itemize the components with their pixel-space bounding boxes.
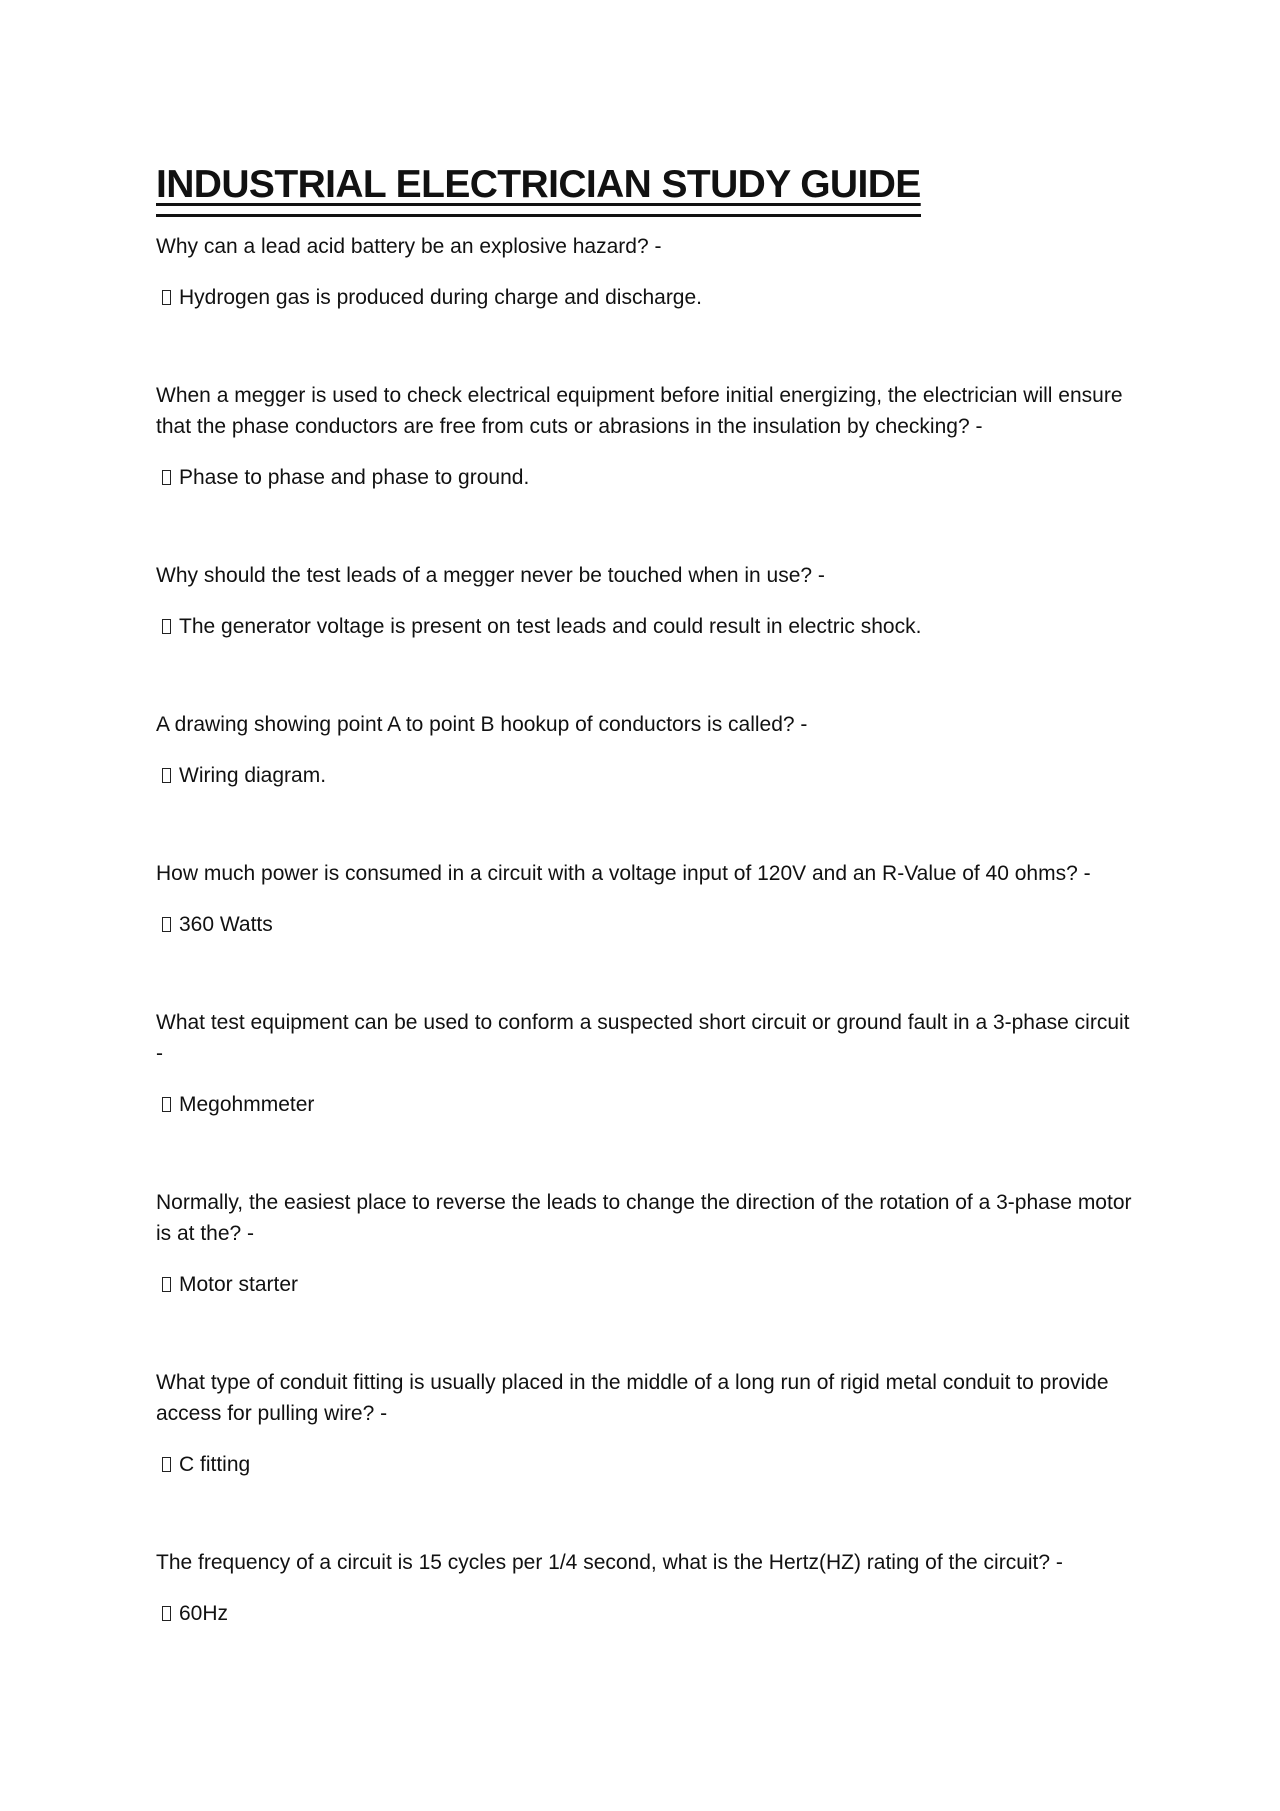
- checkbox-icon: [162, 1277, 171, 1292]
- answer-label: 60Hz: [179, 1602, 229, 1625]
- question-text: Why can a lead acid battery be an explosive hazard? -: [156, 235, 662, 258]
- checkbox-icon: [162, 290, 171, 305]
- answer-label: The generator voltage is present on test leads and could result in electric shock.: [179, 615, 922, 638]
- qa-item: [156, 231, 1136, 313]
- answer-text: [162, 1269, 1136, 1300]
- checkbox-icon: [162, 1097, 171, 1112]
- question-text: A drawing showing point A to point B hookup of conductors is called? -: [156, 713, 808, 736]
- qa-item: [156, 1187, 1136, 1300]
- answer-text: [162, 760, 1136, 791]
- qa-item: [156, 858, 1136, 940]
- document-title: INDUSTRIAL ELECTRICIAN STUDY GUIDE: [156, 158, 921, 217]
- answer-text: [162, 1089, 1136, 1120]
- checkbox-icon: [162, 768, 171, 783]
- qa-item: [156, 1547, 1136, 1629]
- answer-label: Wiring diagram.: [179, 764, 327, 787]
- answer-text: [162, 1598, 1136, 1629]
- checkbox-icon: [162, 1606, 171, 1621]
- question-text: How much power is consumed in a circuit with a voltage input of 120V and an R-Value of 40 ohms? -: [156, 862, 1091, 885]
- question-text: When a megger is used to check electrical equipment before initial energizing, the electrician will ensure that the phase conductors are free from cuts or abrasions in the insulation by checking? -: [156, 384, 1123, 438]
- question-text: The frequency of a circuit is 15 cycles per 1/4 second, what is the Hertz(HZ) rating of the circuit? -: [156, 1551, 1063, 1574]
- answer-text: [162, 1449, 1136, 1480]
- question-text: Why should the test leads of a megger never be touched when in use? -: [156, 564, 825, 587]
- answer-label: Motor starter: [179, 1273, 299, 1296]
- answer-label: 360 Watts: [179, 913, 273, 936]
- checkbox-icon: [162, 470, 171, 485]
- qa-item: [156, 1007, 1136, 1120]
- qa-item: [156, 560, 1136, 642]
- answer-label: C fitting: [179, 1453, 251, 1476]
- answer-text: [162, 282, 1136, 313]
- document-page: [156, 158, 1136, 1696]
- question-text: What type of conduit fitting is usually placed in the middle of a long run of rigid metal conduit to provide access for pulling wire? -: [156, 1371, 1109, 1425]
- checkbox-icon: [162, 1457, 171, 1472]
- question-text: Normally, the easiest place to reverse the leads to change the direction of the rotation of a 3-phase motor is at the? -: [156, 1191, 1132, 1245]
- qa-item: [156, 709, 1136, 791]
- checkbox-icon: [162, 619, 171, 634]
- answer-label: Hydrogen gas is produced during charge and discharge.: [179, 286, 703, 309]
- qa-item: [156, 1367, 1136, 1480]
- qa-item: [156, 380, 1136, 493]
- checkbox-icon: [162, 917, 171, 932]
- answer-label: Phase to phase and phase to ground.: [179, 466, 530, 489]
- answer-label: Megohmmeter: [179, 1093, 315, 1116]
- answer-text: [162, 611, 1136, 642]
- question-text: What test equipment can be used to conform a suspected short circuit or ground fault in a 3-phase circuit -: [156, 1011, 1130, 1065]
- answer-text: [162, 909, 1136, 940]
- answer-text: [162, 462, 1136, 493]
